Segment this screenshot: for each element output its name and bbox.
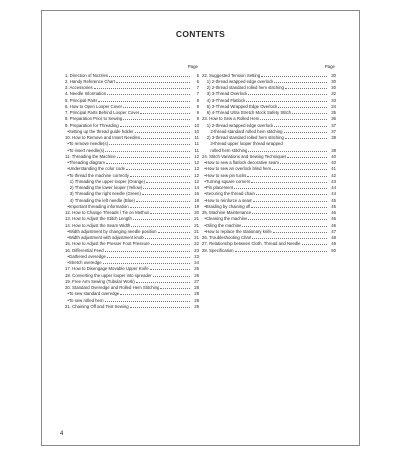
dot-leader xyxy=(130,172,190,177)
toc-entry-page: 25 xyxy=(194,266,199,272)
toc-entry-page: 50 xyxy=(331,247,336,253)
toc-entry-page: 19 xyxy=(194,203,199,209)
toc-entry-label: 1) 2-thread wrapped edge overlock xyxy=(202,78,274,84)
dot-leader xyxy=(150,266,190,271)
dot-leader xyxy=(278,103,327,108)
dot-leader xyxy=(116,78,190,83)
dot-leader xyxy=(272,166,327,171)
toc-entry-page: 11 xyxy=(194,141,199,147)
page-column-header: Page xyxy=(187,64,198,69)
toc-entry-label: 4) Threading the left needle (Blue) xyxy=(65,197,135,203)
dot-leader xyxy=(248,91,327,96)
toc-entry-label: 22. Suggested Tension Setting xyxy=(202,72,261,78)
toc-entry-page: 46 xyxy=(331,210,336,216)
toc-entry-label: •Cleaning the machine xyxy=(202,216,248,222)
toc-entry-page: 7 xyxy=(196,91,199,97)
toc-entry-label: 15. How to Adjust the Presser Foot Pressure xyxy=(65,241,150,247)
toc-entry-label: 2) Threading the lower looper (Yellow) xyxy=(65,185,143,191)
toc-entry-page: 21 xyxy=(194,216,199,222)
toc-entry-label: •How to replace the stationary knife xyxy=(202,228,272,234)
toc-entry-label: 14. How to Adjust the Seam Width xyxy=(65,222,131,228)
toc-entry-page: 5 xyxy=(196,72,199,78)
toc-entry-label: 24. Stitch Variations and Sewing Techniques xyxy=(202,153,287,159)
toc-entry-page: 28 xyxy=(194,291,199,297)
toc-entry-page: 44 xyxy=(331,191,336,197)
toc-entry-page: 6 xyxy=(196,78,199,84)
toc-entry-page: 38 xyxy=(331,147,336,153)
dot-leader xyxy=(146,178,190,183)
dot-leader xyxy=(260,116,327,121)
toc-entry-label: 18. Converting the upper looper into spreader xyxy=(65,272,152,278)
toc-entry-page: 41 xyxy=(331,166,336,172)
toc-entry-label: •Gathered overedge xyxy=(65,253,106,259)
toc-entry-label: 5. Principal Parts xyxy=(65,97,98,103)
toc-entry-label: 7. Principal Parts Behind Looper Cover xyxy=(65,110,140,116)
toc-entry-page: 49 xyxy=(331,241,336,247)
toc-entry-page: 45 xyxy=(331,197,336,203)
dot-leader xyxy=(145,235,190,240)
toc-entry-label: 5) 3-Thread Wrapped Edge Overlock xyxy=(202,103,278,109)
toc-entry-label: 6. How to Open Looper Cover xyxy=(65,103,123,109)
dot-leader xyxy=(150,210,190,215)
toc-entry-page: 29 xyxy=(194,303,199,309)
toc-entry-label: rolled hem stitching xyxy=(202,147,248,153)
dot-leader xyxy=(133,216,190,221)
dot-leader xyxy=(253,197,327,202)
dot-leader xyxy=(136,197,190,202)
toc-entry-label: •How to sew pin tucks xyxy=(202,172,247,178)
dot-leader xyxy=(274,122,327,127)
toc-entry-label: 10. How to Remove and Insert Needles xyxy=(65,135,140,141)
toc-entry-page: 47 xyxy=(331,228,336,234)
toc-entry-page: 37 xyxy=(331,122,336,128)
dot-leader xyxy=(153,272,190,277)
toc-entry-page: 30 xyxy=(331,78,336,84)
dot-leader xyxy=(284,141,327,145)
dot-leader xyxy=(160,285,190,290)
toc-entry-page: 16 xyxy=(194,191,199,197)
dot-leader xyxy=(252,235,327,240)
toc-entry-label: •Securing the thread chain xyxy=(202,191,255,197)
toc-entry-page: 10 xyxy=(194,128,199,134)
toc-entry-label: •Width adjustment with adjustment knob xyxy=(65,235,144,241)
toc-entry-label: 28. Specification xyxy=(202,247,234,253)
dot-leader xyxy=(274,78,327,83)
dot-leader xyxy=(126,166,190,171)
dot-leader xyxy=(107,91,190,96)
page-column-header: Page xyxy=(324,64,335,69)
toc-entry-label: 11. Threading the Machine xyxy=(65,153,116,159)
toc-entry-label: 4. Needle Information xyxy=(65,91,107,97)
toc-entry-label: •Threading diagram xyxy=(65,160,105,166)
dot-leader xyxy=(131,222,190,227)
toc-entry-label: 4) 3-Thread Flatlock xyxy=(202,97,246,103)
dot-leader xyxy=(151,241,190,246)
toc-entry-label: •How to sew a flatlock decorative seam xyxy=(202,160,279,166)
toc-entry-page: 27 xyxy=(194,278,199,284)
toc-entry-page: 12 xyxy=(194,178,199,184)
toc-entry-label: 1. Direction of Nozzles xyxy=(65,72,108,78)
toc-entry-page: 12 xyxy=(194,166,199,172)
dot-leader xyxy=(107,253,190,258)
toc-entry-page: 14 xyxy=(194,185,199,191)
toc-entry-page: 21 xyxy=(194,235,199,241)
dot-leader xyxy=(130,303,190,308)
toc-entry-label: •Pin placement xyxy=(202,185,234,191)
dot-leader xyxy=(136,278,190,283)
toc-entry-label: 23. How to Sew a Rolled Hem xyxy=(202,116,260,122)
toc-entry-label: •Important threading information xyxy=(65,203,129,209)
toc-entry-page: 11 xyxy=(194,147,199,153)
toc-entry-page: 22 xyxy=(194,241,199,247)
toc-left-column xyxy=(65,64,199,310)
toc-entry-label: 1) Threading the upper looper (Orange) xyxy=(65,178,145,184)
toc-entry-label: 21. Chaining Off and Test Sewing xyxy=(65,303,129,309)
dot-leader xyxy=(120,291,190,296)
toc-entry-page: 46 xyxy=(331,222,336,228)
toc-entry-label: •To sew standard overedge xyxy=(65,291,120,297)
toc-entry-label: 1) 2-thread wrapped edge overlock xyxy=(202,122,274,128)
toc-entry-page: 20 xyxy=(194,210,199,216)
toc-entry-label: 2) 3-thread standard rolled hem stitching xyxy=(202,135,284,141)
toc-entry-label: 3. Accessories xyxy=(65,85,93,91)
toc-entry-page: 30 xyxy=(331,85,336,91)
toc-entry-label: 3-thread upper looper thread wrapped xyxy=(202,140,283,146)
toc-entry-page: 36 xyxy=(331,116,336,122)
toc-entry-label: 2) 2-thread standard rolled hem stitching xyxy=(202,85,284,91)
toc-entry-page: 43 xyxy=(331,178,336,184)
toc-entry-label: •Width adjustment by changing needle position xyxy=(65,228,157,234)
toc-entry-label: •How to sew an overlock blind hem xyxy=(202,166,272,172)
toc-entry-label: •To sew rolled hem xyxy=(65,297,104,303)
toc-entry-label: •To insert needle(s) xyxy=(65,147,105,153)
toc-entry-page: 10 xyxy=(194,122,199,128)
dot-leader xyxy=(142,191,190,196)
dot-leader xyxy=(246,97,327,102)
toc-entry-page: 9 xyxy=(196,103,199,109)
dot-leader xyxy=(251,203,327,208)
toc-entry-page: 8 xyxy=(196,97,199,103)
dot-leader xyxy=(292,110,327,115)
toc-entry-label: 27. Relationship between Cloth, Thread and Needle xyxy=(202,241,301,247)
dot-leader xyxy=(248,216,327,221)
toc-entry-label: 17. How to Disengage Movable Upper Knife xyxy=(65,266,149,272)
toc-entry-page: 21 xyxy=(194,222,199,228)
dot-leader xyxy=(109,72,190,77)
toc-entry-label: •Turning square corners xyxy=(202,178,251,184)
toc-entry-page: 23 xyxy=(194,247,199,253)
dot-leader xyxy=(285,135,327,140)
dot-leader xyxy=(158,228,190,233)
dot-leader xyxy=(251,178,327,183)
dot-leader xyxy=(242,222,327,227)
dot-leader xyxy=(109,141,190,146)
toc-entry-page: 28 xyxy=(194,297,199,303)
toc-entry-label: 20. Standard Overedge and Rolled Hem Stitching xyxy=(65,285,160,291)
toc-entry-label: 2-thread standard rolled hem stitching xyxy=(202,128,283,134)
toc-entry-page: 44 xyxy=(331,185,336,191)
toc-entry-page: 11 xyxy=(194,135,199,141)
dot-leader xyxy=(105,297,190,302)
dot-leader xyxy=(105,247,190,252)
toc-entry-page: 21 xyxy=(194,228,199,234)
toc-entry-label: •Oiling the machine xyxy=(202,222,242,228)
toc-entry-label: •To remove needle(s) xyxy=(65,141,109,147)
toc-entry-page: 38 xyxy=(331,135,336,141)
toc-entry-page: 30 xyxy=(331,72,336,78)
dot-leader xyxy=(135,128,190,133)
dot-leader xyxy=(285,85,327,90)
toc-entry-page: 35 xyxy=(331,110,336,116)
toc-entry-page: 12 xyxy=(194,172,199,178)
dot-leader xyxy=(287,153,327,158)
toc-entry-page: 45 xyxy=(331,203,336,209)
toc-entry-page: 18 xyxy=(194,197,199,203)
toc-entry-page: 12 xyxy=(194,160,199,166)
toc-entry-page: 48 xyxy=(331,235,336,241)
toc-entry-page: 23 xyxy=(194,253,199,259)
dot-leader xyxy=(247,172,327,177)
dot-leader xyxy=(273,228,327,233)
dot-leader xyxy=(123,103,190,108)
dot-leader xyxy=(120,122,190,127)
toc-entry-page: 40 xyxy=(331,160,336,166)
toc-entry-label: •To thread the machine correctly xyxy=(65,172,129,178)
toc-right-column xyxy=(202,64,336,253)
dot-leader xyxy=(302,241,327,246)
toc-entry-page: 33 xyxy=(331,97,336,103)
toc-entry-page: 40 xyxy=(331,153,336,159)
dot-leader xyxy=(256,191,327,196)
toc-entry-page: 34 xyxy=(331,103,336,109)
dot-leader xyxy=(252,210,327,215)
toc-entry-page: 32 xyxy=(331,91,336,97)
toc-entry-label: •Understanding the color code xyxy=(65,166,126,172)
dot-leader xyxy=(284,128,328,133)
toc-entry-label: 26. Troubleshooting Chart xyxy=(202,235,252,241)
dot-leader xyxy=(123,116,190,121)
toc-entry-label: 12. How to Change Threads / Tie on Method xyxy=(65,210,150,216)
toc-entry-label: 6) 4-Thread Ultra Stretch Mock Safety Stitch xyxy=(202,110,292,116)
toc-entry xyxy=(65,303,199,309)
dot-leader xyxy=(105,147,190,152)
toc-entry-page: 42 xyxy=(331,172,336,178)
toc-entry-page: 7 xyxy=(196,85,199,91)
dot-leader xyxy=(98,97,190,102)
toc-list-left xyxy=(65,72,199,310)
dot-leader xyxy=(235,247,327,252)
toc-entry-label: 16. Differential Feed xyxy=(65,247,104,253)
toc-entry-label: •How to reinforce a seam xyxy=(202,197,253,203)
dot-leader xyxy=(106,160,190,165)
dot-leader xyxy=(141,135,190,140)
toc-entry-page: 12 xyxy=(194,153,199,159)
toc-entry-label: 13. How to Adjust the Stitch Length xyxy=(65,216,132,222)
page-number: 4 xyxy=(60,431,64,437)
toc-entry-page: 24 xyxy=(194,260,199,266)
toc-entry-page: 37 xyxy=(331,128,336,134)
toc-entry-label: •Stretch overedge xyxy=(65,260,102,266)
toc-entry-page: 9 xyxy=(196,116,199,122)
toc-entry-page: 46 xyxy=(331,216,336,222)
toc-entry-label: 3) Threading the right needle (Green) xyxy=(65,191,141,197)
toc-entry-page: 28 xyxy=(194,285,199,291)
dot-leader xyxy=(234,185,327,190)
toc-entry-page: 9 xyxy=(196,110,199,116)
toc-entry-label: •Setting up the thread guide holder xyxy=(65,128,134,134)
toc-entry-label: 25. Machine Maintenance xyxy=(202,210,252,216)
toc-entry-label: •Braiding by chaining off xyxy=(202,203,251,209)
dot-leader xyxy=(143,185,190,190)
toc-entry-label: 2. Handy Reference Chart xyxy=(65,78,115,84)
dot-leader xyxy=(130,203,190,208)
dot-leader xyxy=(261,72,327,77)
toc-entry-label: 19. Free Arm Sewing (Tubular Work) xyxy=(65,278,135,284)
toc-entry-page: 26 xyxy=(194,272,199,278)
toc-entry-label: 3) 3-Thread Overlock xyxy=(202,91,248,97)
dot-leader xyxy=(280,160,327,165)
dot-leader xyxy=(103,260,190,265)
toc-entry-label: 8. Preparation Prior to Sewing xyxy=(65,116,123,122)
dot-leader xyxy=(117,153,190,158)
toc-entry xyxy=(202,247,336,253)
manual-page xyxy=(41,10,360,446)
toc-list-right xyxy=(202,72,336,253)
dot-leader xyxy=(140,110,190,115)
toc-entry-label: 9. Preparation for Threading xyxy=(65,122,119,128)
dot-leader xyxy=(94,85,190,90)
dot-leader xyxy=(248,147,327,152)
page-title: CONTENTS xyxy=(175,29,226,39)
